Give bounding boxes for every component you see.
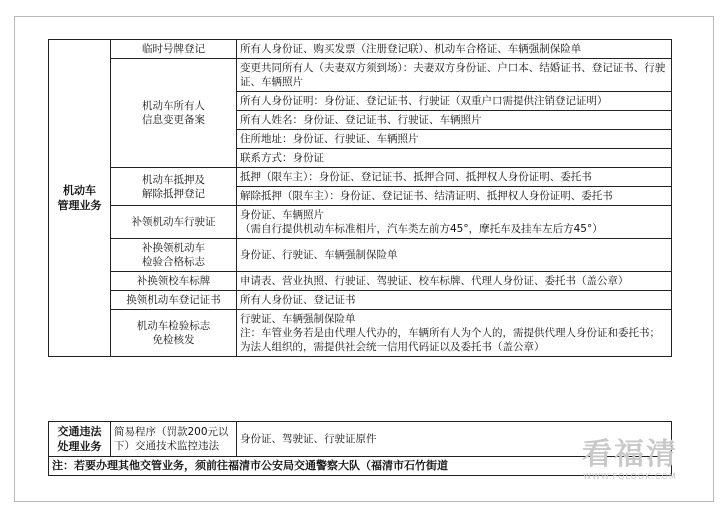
table-row bbox=[49, 239, 672, 272]
req-mortgage-release: 解除抵押（限车主）：身份证、登记证书、结清证明、抵押权人身份证明、委托书 bbox=[237, 187, 672, 206]
category-violation: 交通违法 处理业务 bbox=[49, 422, 111, 457]
violation-table bbox=[48, 421, 672, 476]
req-owner-change-address: 住所地址：身份证、行驶证、车辆照片 bbox=[237, 130, 672, 149]
category-vehicle-management: 机动车 管理业务 bbox=[49, 40, 111, 357]
req-school-plate: 申请表、营业执照、行驶证、驾驶证、校车标牌、代理人身份证、委托书（盖公章） bbox=[237, 272, 672, 291]
table-row bbox=[49, 272, 672, 291]
item-reg-cert: 换领机动车登记证书 bbox=[111, 291, 237, 310]
req-owner-change-contact: 联系方式：身份证 bbox=[237, 149, 672, 168]
item-violation: 简易程序（罚款200元以下）交通技术监控违法 bbox=[111, 422, 237, 457]
table-row bbox=[49, 422, 672, 457]
item-exempt: 机动车检验标志 免检核发 bbox=[111, 310, 237, 357]
req-owner-change-name: 所有人姓名：身份证、登记证书、行驶证、车辆照片 bbox=[237, 111, 672, 130]
req-license-reissue: 身份证、车辆照片 （需自行提供机动车标准相片，汽车类左前方45°，摩托车及挂车左后方45°） bbox=[237, 206, 672, 239]
item-school-plate: 补换领校车标牌 bbox=[111, 272, 237, 291]
watermark-main: 看福清 bbox=[582, 437, 678, 472]
req-temp-plate: 所有人身份证、购买发票（注册登记联）、机动车合格证、车辆强制保险单 bbox=[237, 40, 672, 59]
req-reg-cert: 所有人身份证、登记证书 bbox=[237, 291, 672, 310]
table-row bbox=[49, 310, 672, 357]
table-row bbox=[49, 168, 672, 187]
item-license-reissue: 补领机动车行驶证 bbox=[111, 206, 237, 239]
req-exempt: 行驶证、车辆强制保险单 注：车管业务若是由代理人代办的，车辆所有人为个人的，需提供代理人身份证和委托书；为法人组织的，需提供社会统一信用代码证以及委托书（盖公章） bbox=[237, 310, 672, 357]
item-mortgage: 机动车抵押及 解除抵押登记 bbox=[111, 168, 237, 206]
req-violation: 身份证、驾驶证、行驶证原件 bbox=[237, 422, 672, 457]
req-mortgage: 抵押（限车主）：身份证、登记证书、抵押合同、抵押权人身份证明、委托书 bbox=[237, 168, 672, 187]
table-row bbox=[49, 457, 672, 476]
note-text: 注：若要办理其他交管业务，须前往福清市公安局交通警察大队（福清市石竹街道 bbox=[49, 457, 672, 476]
table-row bbox=[49, 206, 672, 239]
watermark-url: WWW.FQLOOK.COM bbox=[583, 472, 677, 481]
table-row bbox=[49, 291, 672, 310]
service-requirements-table bbox=[48, 39, 672, 357]
req-inspection-mark: 身份证、行驶证、车辆强制保险单 bbox=[237, 239, 672, 272]
table-row bbox=[49, 59, 672, 92]
item-owner-change: 机动车所有人 信息变更备案 bbox=[111, 59, 237, 168]
req-owner-change-identity: 所有人身份证明：身份证、登记证书、行驶证（双重户口需提供注销登记证明） bbox=[237, 92, 672, 111]
item-inspection-mark: 补换领机动车 检验合格标志 bbox=[111, 239, 237, 272]
table-row bbox=[49, 40, 672, 59]
item-temp-plate: 临时号牌登记 bbox=[111, 40, 237, 59]
req-owner-change-joint: 变更共同所有人（夫妻双方须到场）：夫妻双方身份证、户口本、结婚证书、登记证书、行驶证、车辆照片 bbox=[237, 59, 672, 92]
